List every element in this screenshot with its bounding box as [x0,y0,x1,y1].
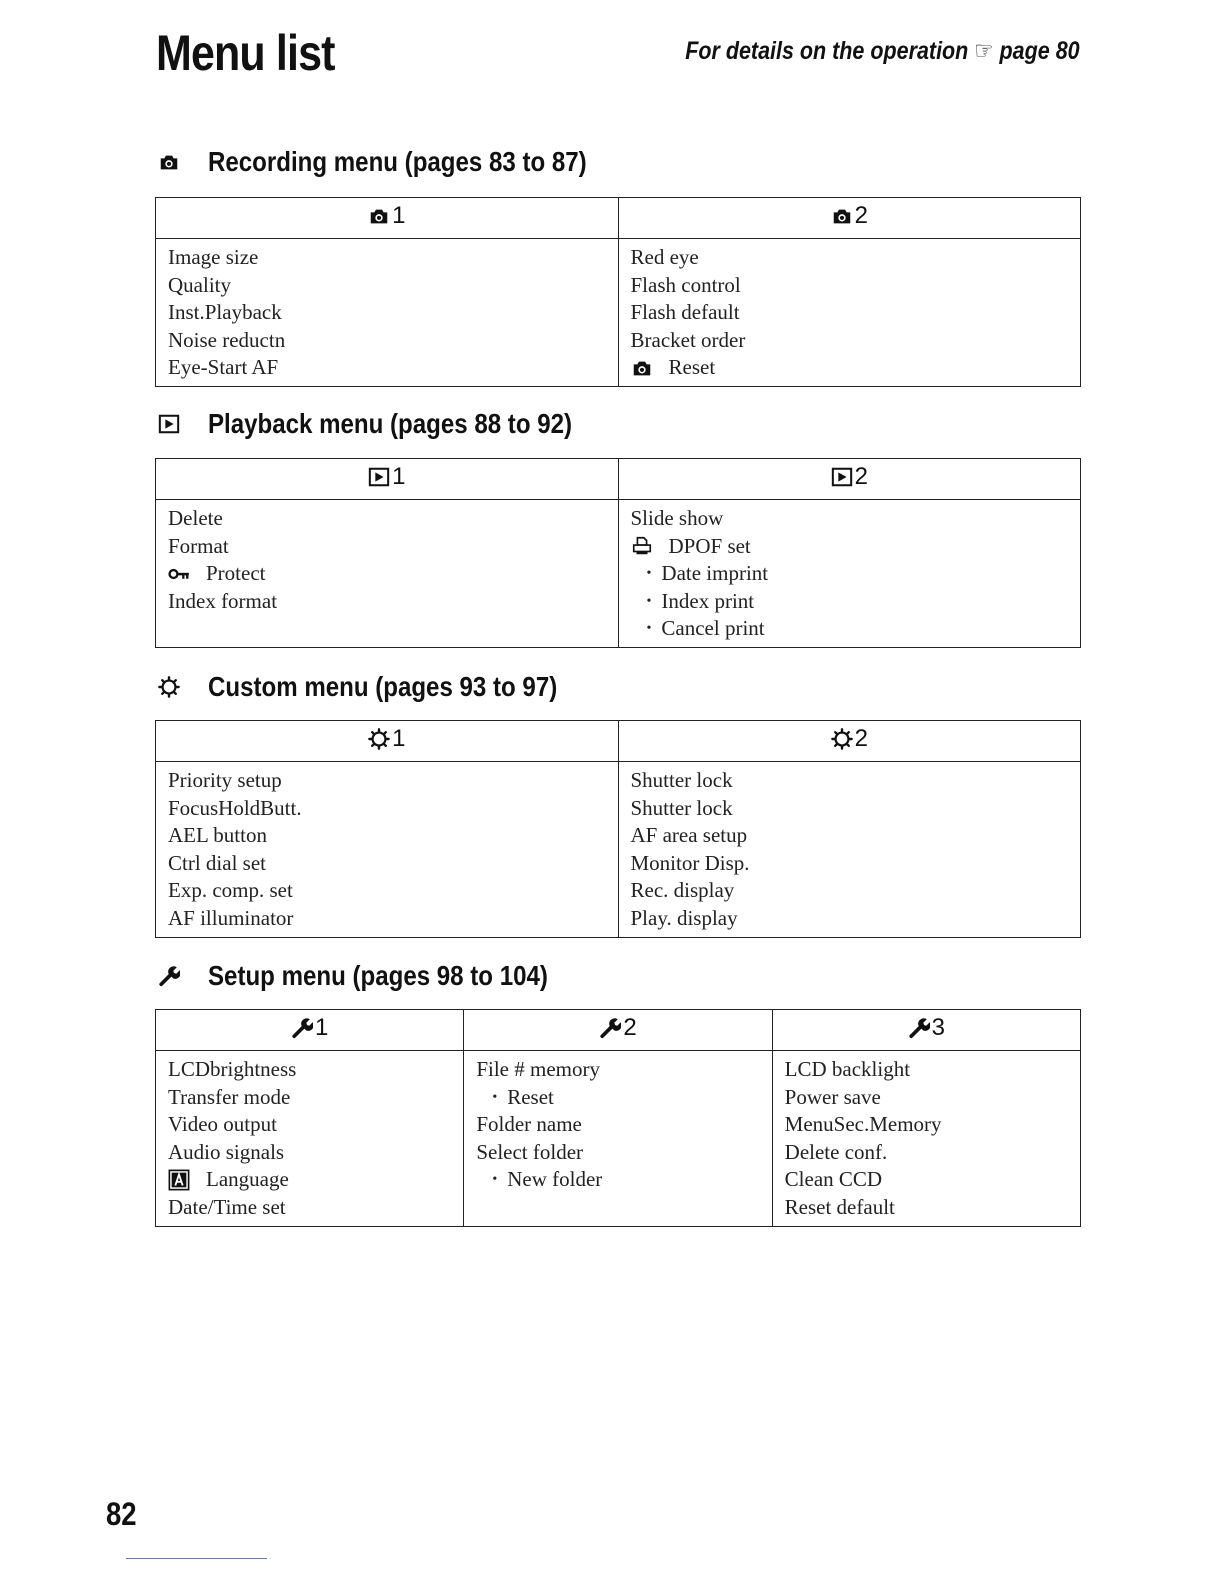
wrench-icon [599,1017,621,1039]
playback-icon [831,466,853,488]
menu-item [476,1139,759,1167]
playback-icon [368,466,390,488]
menu-item [476,1056,759,1084]
playback-menu-table [155,458,1081,648]
menu-item-label: Power save [784,1084,881,1109]
menu-item-label: AF area setup [630,823,748,848]
menu-item [631,850,1069,878]
menu-item [785,1194,1068,1222]
language-icon [168,1169,198,1191]
menu-item [168,1194,451,1222]
menu-item [168,795,606,823]
column-number: 1 [392,202,406,229]
page-reference [686,36,1080,66]
menu-item [785,1111,1068,1139]
menu-item-label: Rec. display [630,878,735,903]
menu-column-2 [464,1051,772,1227]
menu-item [168,1084,451,1112]
menu-item-label: Transfer mode [168,1084,291,1109]
menu-item [631,244,1069,272]
menu-column-3 [772,1051,1080,1227]
column-number: 1 [392,725,406,752]
menu-item [168,905,606,933]
menu-item [168,877,606,905]
menu-item [476,1166,759,1194]
menu-item-label: Bracket order [630,327,746,352]
menu-item [631,505,1069,533]
menu-item [168,850,606,878]
column-header-2 [618,721,1081,762]
menu-item-label: LCD backlight [784,1057,911,1081]
menu-item [168,1111,451,1139]
menu-item [631,822,1069,850]
menu-item [631,615,1069,643]
menu-item-label: Reset default [784,1194,895,1219]
menu-item-label: Index format [168,588,278,613]
gear-icon [368,728,390,750]
menu-item-label: Image size [168,245,259,269]
section-title: Recording menu (pages 83 to 87) [208,146,587,177]
menu-item-label: LCDbrightness [168,1057,297,1081]
menu-item-label: Quality [168,272,231,297]
wrench-icon [908,1017,930,1039]
menu-item-label: Reset [668,355,716,380]
bullet: • [492,1089,498,1105]
menu-item [631,327,1069,355]
menu-item [631,560,1069,588]
footer-rule [126,1558,267,1559]
menu-item [168,560,606,588]
section-title: Setup menu (pages 98 to 104) [208,960,548,991]
menu-item [631,588,1069,616]
wrench-icon [291,1017,313,1039]
menu-item-label: AEL button [168,823,267,848]
menu-item-label: Slide show [630,506,724,530]
page-title: Menu list [156,25,335,81]
menu-item-label: Monitor Disp. [630,850,750,875]
wrench-icon [158,965,194,987]
section-title: Custom menu (pages 93 to 97) [208,671,558,702]
menu-item-label: AF illuminator [168,905,294,930]
section-heading-recording [158,146,648,178]
menu-item-label: Ctrl dial set [168,850,266,875]
gear-icon [158,676,194,698]
menu-item [168,1166,451,1194]
column-number: 1 [314,1014,329,1041]
recording-menu-table [155,197,1081,387]
pointing-hand-icon: ☞ [974,37,994,65]
menu-item-label: FocusHoldButt. [168,795,302,820]
custom-menu-table [155,720,1081,938]
menu-item-label: Delete [168,506,223,530]
camera-icon [831,205,853,227]
printer-icon [631,535,661,557]
menu-item-label: Protect [206,561,266,586]
reference-page: page 80 [999,37,1080,65]
menu-item [168,533,606,561]
column-number: 1 [392,463,406,490]
camera-icon [368,205,390,227]
menu-item-label: File # memory [476,1057,600,1081]
menu-item-label: Video output [168,1112,277,1137]
menu-column-2 [618,239,1081,387]
menu-item-label: MenuSec.Memory [784,1112,942,1137]
column-header-3 [772,1010,1080,1051]
section-heading-playback [158,408,631,440]
menu-item [168,327,606,355]
menu-item-label: Red eye [630,245,699,269]
key-icon [168,563,198,585]
column-number: 2 [854,725,868,752]
menu-item [631,533,1069,561]
gear-icon [831,728,853,750]
menu-item [168,767,606,795]
menu-item [476,1111,759,1139]
menu-item [168,244,606,272]
menu-item-label: Date imprint [661,561,769,586]
menu-item [631,877,1069,905]
column-number: 2 [623,1014,637,1041]
section-heading-setup [158,960,603,992]
menu-item-label: Flash control [630,272,741,297]
section-heading-custom [158,671,614,703]
menu-item [168,822,606,850]
menu-item-label: Noise reductn [168,327,286,352]
menu-item [631,905,1069,933]
menu-item-label: Flash default [630,300,740,325]
menu-item [476,1084,759,1112]
menu-item-label: Shutter lock [630,768,733,792]
menu-item-label: Audio signals [168,1139,285,1164]
page-number: 82 [106,1496,137,1532]
menu-item [168,1056,451,1084]
menu-item [168,588,606,616]
menu-item-label: Exp. comp. set [168,878,293,903]
menu-item [631,272,1069,300]
column-header-2 [618,459,1081,500]
column-header-1 [156,198,619,239]
menu-item-label: DPOF set [668,533,751,558]
column-header-1 [156,459,619,500]
menu-item [785,1084,1068,1112]
playback-icon [158,413,194,435]
setup-menu-table [155,1009,1081,1227]
menu-item-label: Shutter lock [630,795,733,820]
menu-item [631,299,1069,327]
menu-item [785,1056,1068,1084]
menu-item [168,272,606,300]
column-header-1 [156,1010,464,1051]
menu-column-1 [156,762,619,938]
menu-item [631,354,1069,382]
menu-item-label: Eye-Start AF [168,355,279,380]
column-number: 2 [854,463,868,490]
menu-item-label: Priority setup [168,768,282,792]
menu-item-label: Delete conf. [784,1139,888,1164]
menu-column-1 [156,1051,464,1227]
menu-item-label: Select folder [476,1139,584,1164]
menu-column-2 [618,500,1081,648]
menu-item [168,354,606,382]
bullet: • [646,593,652,609]
menu-item-label: Date/Time set [168,1194,286,1219]
camera-icon [631,357,661,379]
menu-item-label: Language [206,1167,289,1192]
bullet: • [646,621,652,637]
menu-item-label: Folder name [476,1112,582,1137]
menu-item [785,1139,1068,1167]
menu-item-label: Inst.Playback [168,300,282,325]
menu-item [168,1139,451,1167]
menu-item-label: Format [168,533,229,558]
section-title: Playback menu (pages 88 to 92) [208,408,573,439]
menu-item [785,1166,1068,1194]
menu-item [631,795,1069,823]
menu-column-1 [156,500,619,648]
column-header-2 [618,198,1081,239]
column-header-1 [156,721,619,762]
menu-item [631,767,1069,795]
menu-item-label: Reset [507,1084,554,1109]
bullet: • [492,1172,498,1188]
column-header-2 [464,1010,772,1051]
menu-item [168,505,606,533]
menu-item-label: New folder [507,1167,603,1192]
menu-column-2 [618,762,1081,938]
menu-column-1 [156,239,619,387]
menu-item-label: Clean CCD [784,1167,883,1192]
column-number: 3 [931,1014,945,1041]
column-number: 2 [854,202,868,229]
bullet: • [646,566,652,582]
menu-item-label: Play. display [630,905,738,930]
menu-item-label: Index print [661,588,755,613]
camera-icon [158,151,194,173]
menu-item-label: Cancel print [661,616,765,641]
reference-text: For details on the operation [685,37,969,65]
menu-item [168,299,606,327]
